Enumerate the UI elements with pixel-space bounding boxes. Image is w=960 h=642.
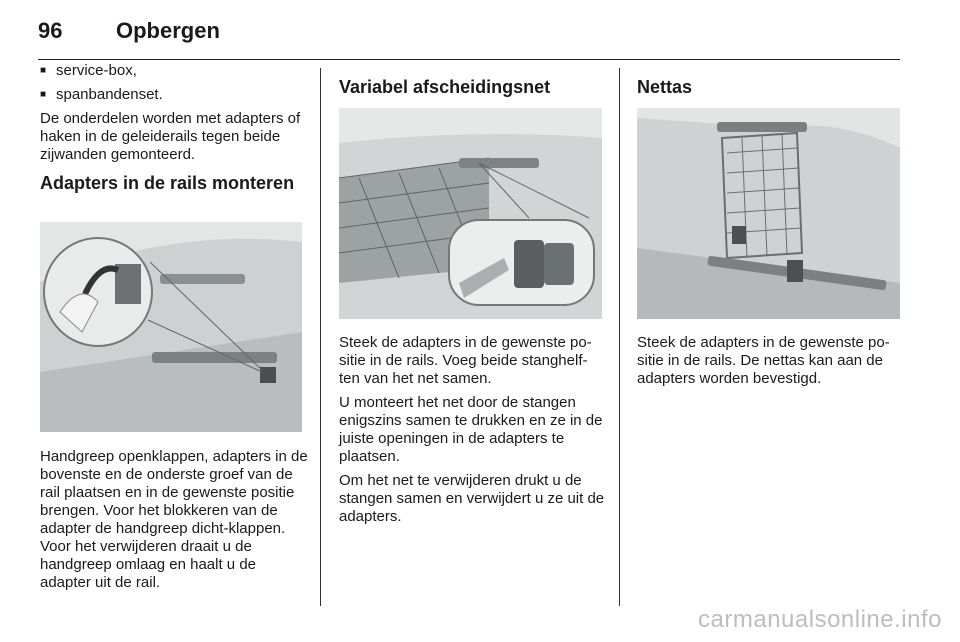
column-2-text — [339, 334, 607, 532]
page-title: Opbergen — [116, 18, 220, 43]
page-number: 96 — [38, 18, 63, 43]
section-heading-net: Variabel afscheidingsnet — [339, 77, 551, 97]
bullet-item: ■ spanbandenset. — [40, 86, 305, 104]
column-1 — [40, 62, 305, 192]
bullet-item: ■ service-box, — [40, 62, 305, 80]
adapter-illustration — [40, 222, 302, 432]
section-heading-adapters: Adapters in de rails monteren — [40, 173, 295, 193]
adapter-caption: Handgreep openklappen, adapters in de bovenste en de onderste groef van de rail plaatsen en in de gewenste positie brengen. Voor het blokkeren van de adapter de handgreep dicht-klappen. Voor het verwijderen draait u de handgreep omlaag en haalt u de adapter uit de rail. — [40, 448, 308, 591]
column-3-text — [637, 334, 902, 394]
column-divider-2 — [619, 68, 620, 606]
cargo-net-illustration — [637, 108, 900, 319]
column-2 — [339, 78, 607, 96]
column-3 — [637, 78, 902, 96]
nettas-paragraph: Steek de adapters in de gewenste po-sitie in de rails. De nettas kan aan de adapters worden bevestigd. — [637, 334, 890, 387]
separation-net-illustration — [339, 108, 602, 319]
section-heading-nettas: Nettas — [637, 77, 693, 97]
intro-paragraph: De onderdelen worden met adapters of haken in de geleiderails tegen beide zijwanden gemonteerd. — [40, 110, 301, 163]
page-header — [38, 18, 220, 44]
header-rule — [38, 59, 900, 60]
watermark: carmanualsonline.info — [698, 606, 942, 633]
column-1-caption — [40, 448, 308, 598]
net-paragraph-2: U monteert het net door de stangen enigszins samen te drukken en ze in de juiste openingen in de adapters te plaatsen. — [339, 394, 603, 465]
column-divider-1 — [320, 68, 321, 606]
net-paragraph-1: Steek de adapters in de gewenste po-sitie in de rails. Voeg beide stanghelf-ten van het net samen. — [339, 334, 592, 387]
net-paragraph-3: Om het net te verwijderen drukt u de stangen samen en verwijdert u ze uit de adapters. — [339, 472, 605, 525]
